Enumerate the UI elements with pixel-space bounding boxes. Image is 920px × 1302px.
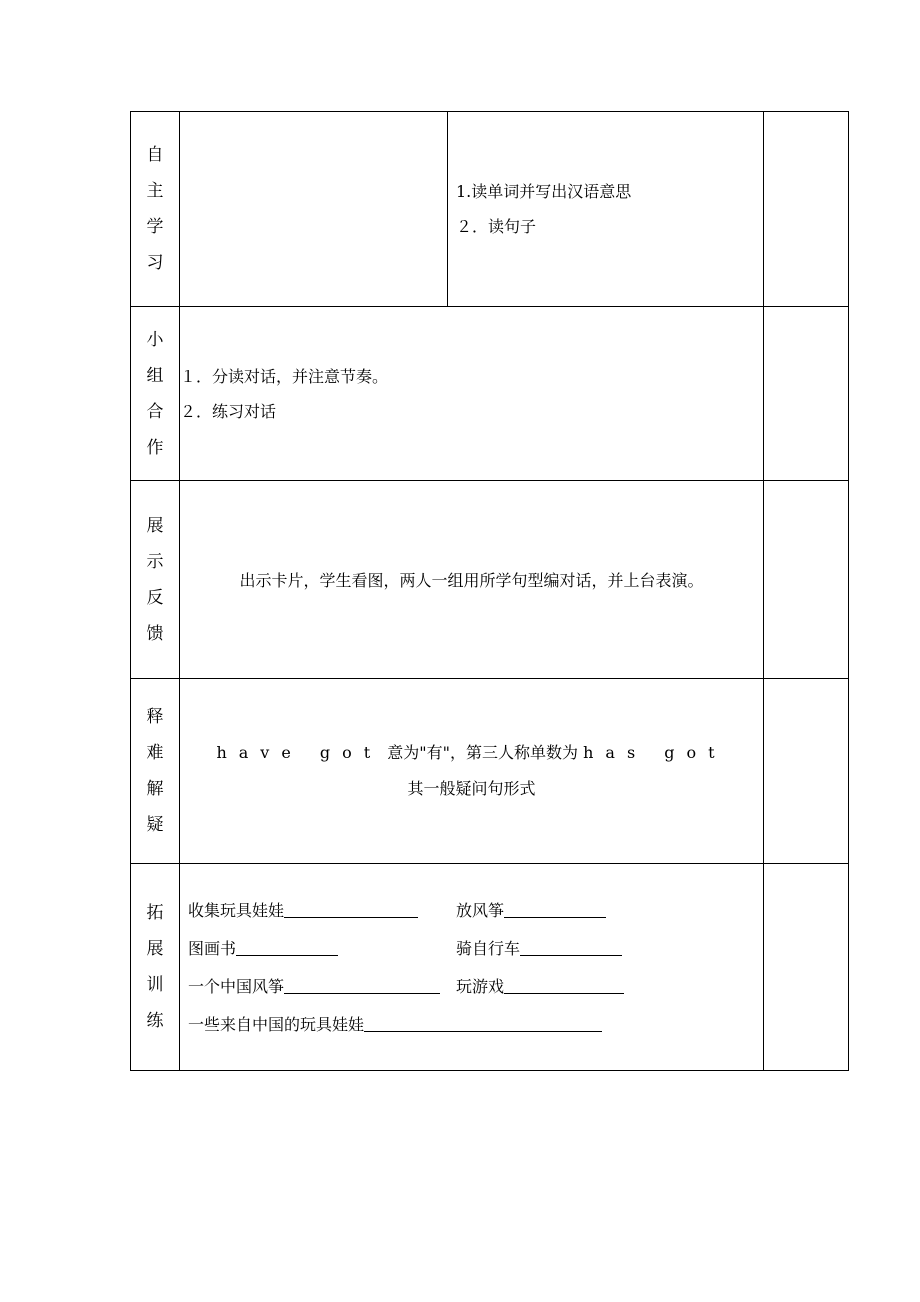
practice-exercises <box>180 864 764 1071</box>
answer-blank[interactable] <box>284 916 418 918</box>
notes-cell <box>764 481 849 679</box>
answer-blank[interactable] <box>504 916 606 918</box>
notes-cell <box>764 864 849 1071</box>
row-practice <box>131 864 849 1071</box>
label-practice: 拓 展 训 练 <box>131 864 180 1071</box>
notes-cell <box>764 307 849 481</box>
answer-blank[interactable] <box>236 954 338 956</box>
notes-cell <box>764 679 849 864</box>
task-2: ２．读句子 <box>456 217 537 236</box>
lesson-plan-table <box>130 111 849 1071</box>
exercise-item: 图画书 <box>188 931 456 966</box>
answer-blank[interactable] <box>520 954 622 956</box>
explain-line-1: have got 意为"有"，第三人称单数为 has got <box>216 743 727 762</box>
exercise-item: 一些来自中国的玩具娃娃 <box>188 1007 763 1042</box>
row-self-study <box>131 112 849 307</box>
row-explain <box>131 679 849 864</box>
explain-text <box>180 679 764 864</box>
label-self-study: 自 主 学 习 <box>131 112 180 307</box>
group-work-tasks <box>180 307 764 481</box>
presentation-text: 出示卡片，学生看图，两人一组用所学句型编对话，并上台表演。 <box>180 481 764 679</box>
exercise-item: 收集玩具娃娃 <box>188 893 456 928</box>
task-1: １．分读对话，并注意节奏。 <box>180 366 389 386</box>
explain-line-2: 其一般疑问句形式 <box>407 779 536 798</box>
row-group-work <box>131 307 849 481</box>
exercise-item: 骑自行车 <box>456 931 763 966</box>
answer-blank[interactable] <box>284 992 440 994</box>
self-study-tasks <box>448 112 764 307</box>
row-presentation <box>131 481 849 679</box>
task-1: 1.读单词并写出汉语意思 <box>456 182 632 201</box>
task-2: ２．练习对话 <box>180 401 277 421</box>
label-presentation: 展 示 反 馈 <box>131 481 180 679</box>
exercise-item: 一个中国风筝 <box>188 969 456 1004</box>
exercise-item: 玩游戏 <box>456 969 763 1004</box>
answer-blank[interactable] <box>364 1030 602 1032</box>
notes-cell <box>764 112 849 307</box>
exercise-item: 放风筝 <box>456 893 763 928</box>
answer-blank[interactable] <box>504 992 624 994</box>
label-group-work: 小 组 合 作 <box>131 307 180 481</box>
label-explain: 释 难 解 疑 <box>131 679 180 864</box>
empty-cell <box>180 112 448 307</box>
